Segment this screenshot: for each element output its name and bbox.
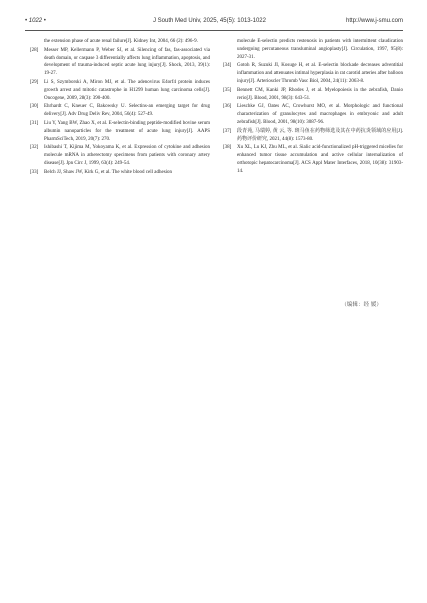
reference-text: 段青苑, 马瑞婷, 黄 云, 等. 斑马鱼在药物筛选及其在中药抗炎领域的应用[J]. 药物评价研究, 2021, 44(8): 1573-80.: [237, 128, 403, 142]
reference-number: [28]: [30, 47, 39, 53]
reference-number: [33]: [30, 169, 39, 175]
reference-entry: [223, 62, 403, 86]
reference-entry: [223, 144, 403, 175]
reference-entry: [30, 120, 210, 144]
reference-number: [36]: [223, 104, 232, 110]
reference-text: Li S, Szymborski A, Miron MJ, et al. The adenovirus E4orf4 protein induces growth arrest and mitotic catastrophe in H1299 human lung carcinoma cells[J]. Oncogene, 2009, 28(3): 390-400.: [44, 80, 210, 101]
journal-citation: J South Med Univ, 2025, 45(5): 1013-1022: [153, 18, 266, 24]
reference-text: Ehrhardt C, Kneuer C, Bakowsky U. Selectins-an emerging target for drug delivery[J]. Adv Drug Deliv Rev, 2004, 56(4): 527-49.: [44, 104, 210, 118]
reference-text: Messer MP, Kellermann P, Weber SJ, et al. Silencing of fas, fas-associated via death domain, or caspase 3 differentially affects lung inflammation, apoptosis, and development of trauma-induced septic acute lung injury[J]. Shock, 2013, 39(1): 19-27.: [44, 47, 210, 77]
reference-text: Xu XL, Lu KJ, Zhu ML, et al. Sialic acid-functionalized pH-triggered micelles for enhanced tumor tissue accumulation and active cellular internalization of orthotopic hepatocarcinoma[J]. ACS Appl Mater Interfaces, 2018, 10(38): 31903-14.: [237, 145, 403, 174]
reference-entry: [223, 38, 403, 62]
reference-number: [38]: [223, 145, 232, 151]
reference-number: [30]: [30, 104, 39, 110]
references-right-column: [223, 38, 403, 177]
journal-url: http://www.j-smu.com: [345, 18, 403, 24]
reference-text: the extension phase of acute renal failure[J]. Kidney Int, 2004, 66 (2): 496-9.: [44, 39, 198, 44]
reference-text: Lieschke GJ, Oates AC, Crowhurst MO, et al. Morphologic and functional characterization of granulocytes and macrophages in embryonic and adult zebrafish[J]. Blood, 2001, 98(10): 3087-96.: [237, 104, 403, 126]
reference-text: Belch JJ, Shaw JW, Kirk G, et al. The white blood cell adhesion: [44, 169, 173, 175]
reference-number: [31]: [30, 121, 39, 126]
header-divider: [25, 30, 403, 31]
page-number: • 1022 •: [25, 18, 46, 24]
reference-number: [37]: [223, 128, 232, 134]
reference-entry: [30, 79, 210, 103]
reference-entry: [223, 103, 403, 127]
reference-number: [34]: [223, 63, 232, 69]
reference-entry: [30, 103, 210, 119]
reference-entry: [223, 87, 403, 103]
reference-text: Liu Y, Yang BW, Zhao X, et al. E-selectin-binding peptide-modified bovine serum albumin nanoparticles for the treatment of acute lung injury[J]. AAPS PharmSciTech, 2019, 20(7): 270.: [44, 121, 210, 142]
reference-number: [35]: [223, 87, 232, 93]
reference-number: [29]: [30, 80, 39, 85]
references-left-column: [30, 38, 210, 178]
reference-entry: [223, 128, 403, 144]
reference-entry: [30, 169, 210, 177]
page-header: [25, 0, 403, 30]
reference-text: Bennett CM, Kanki JP, Rhodes J, et al. Myelopoiesis in the zebrafish, Danio rerio[J]. Blood, 2001, 98(3): 643-51.: [237, 87, 403, 101]
reference-entry: [30, 47, 210, 78]
reference-entry: [30, 144, 210, 168]
reference-text: Gotoh R, Suzuki JI, Kosuge H, et al. E-selectin blockade decreases adventitial inflammation and attenuates intimal hyperplasia in rat carotid arteries after balloon injury[J]. Arterioscler Thromb Vasc Biol, 2004, 24(11): 2063-8.: [237, 63, 403, 85]
reference-text: Ishibashi T, Kijima M, Yokoyama K, et al. Expression of cytokine and adhesion molecule mRNA in atherectomy specimens from patients with coronary artery disease[J]. Jpn Circ J, 1999, 63(4): 249-54.: [44, 145, 210, 167]
reference-text: molecule E-selectin predicts restenosis in patients with intermittent claudication undergoing percutaneous transluminal angioplasty[J]. Circulation, 1997, 95(8): 2027-31.: [237, 39, 403, 60]
reference-entry: [30, 38, 210, 46]
editor-note: （编辑：经 媛）: [341, 302, 382, 308]
reference-number: [32]: [30, 145, 39, 151]
